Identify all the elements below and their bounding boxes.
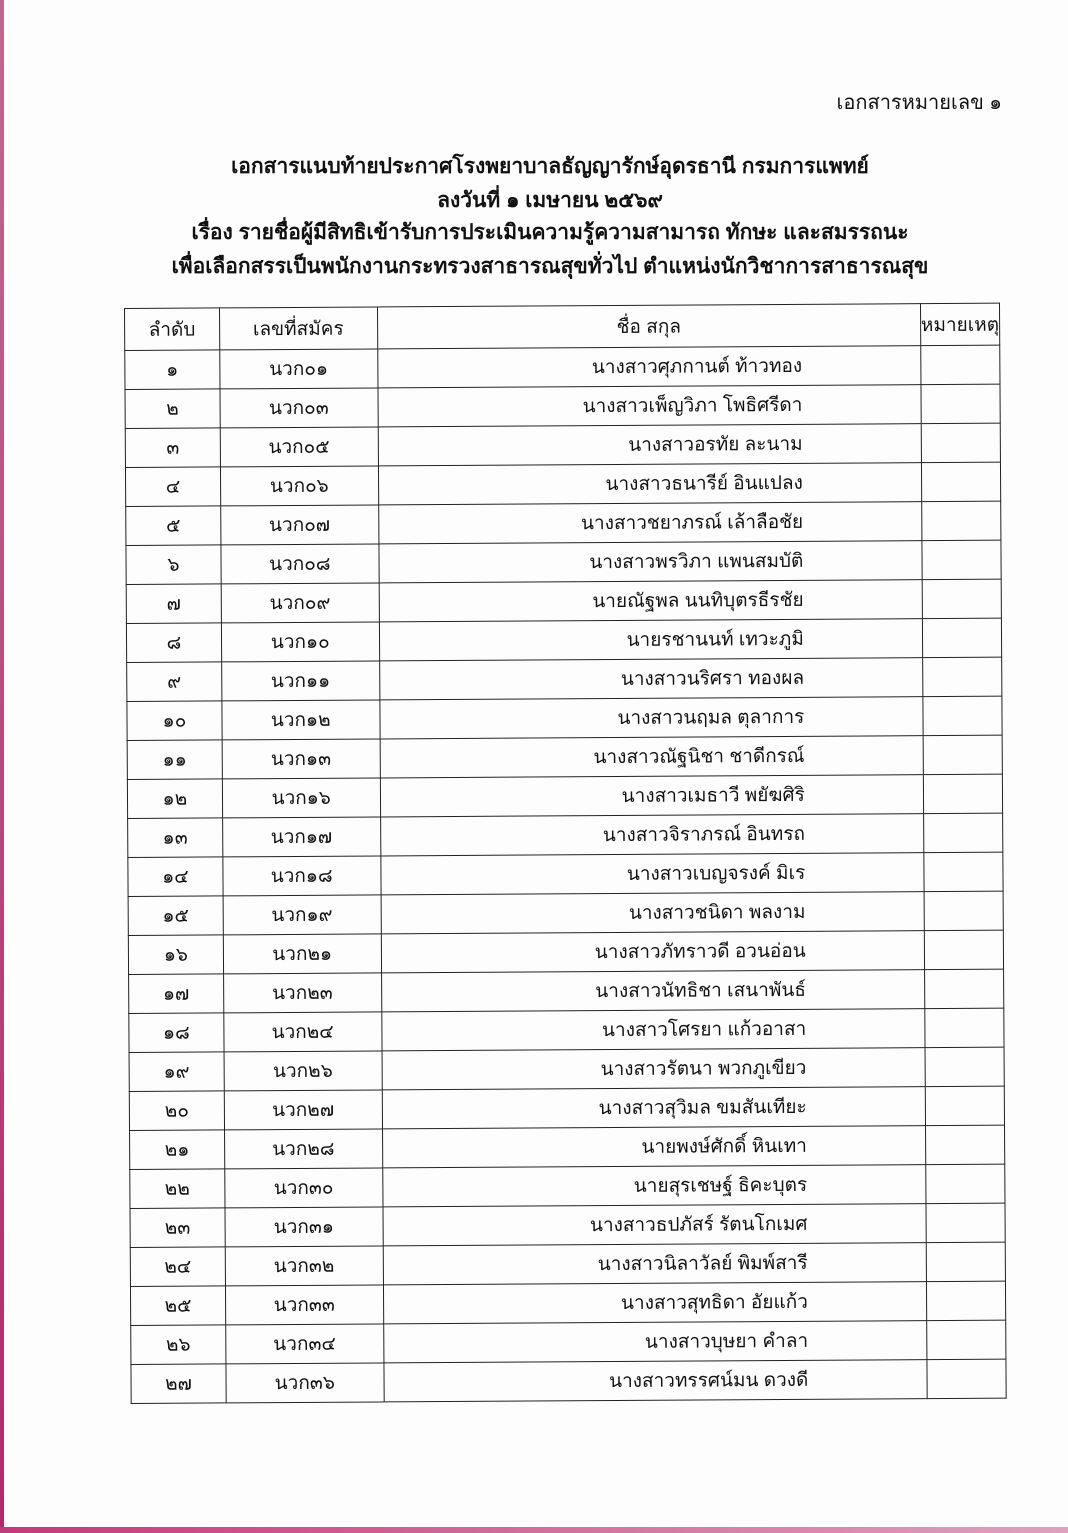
- cell-application-no: นวก๑๑: [222, 661, 380, 701]
- cell-remark: [926, 1320, 1005, 1359]
- cell-application-no: นวก๒๓: [223, 973, 381, 1013]
- cell-application-no: นวก๐๗: [221, 505, 379, 545]
- cell-order: ๒๓: [130, 1208, 225, 1248]
- table-row: [130, 1125, 1005, 1169]
- table-row: [127, 774, 1002, 818]
- cell-order: ๒๑: [130, 1130, 225, 1170]
- cell-application-no: นวก๐๘: [221, 544, 379, 584]
- cell-name: นายพงษ์ศักดิ์ หินเทา: [382, 1126, 925, 1168]
- cell-name: นายรชานนท์ เทวะภูมิ: [379, 619, 922, 661]
- cell-order: ๑: [125, 350, 220, 390]
- cell-application-no: นวก๐๑: [220, 349, 378, 389]
- table-row: [125, 423, 1000, 467]
- table-row: [125, 345, 1000, 389]
- cell-order: ๑๔: [128, 857, 223, 897]
- cell-order: ๖: [126, 545, 221, 585]
- cell-remark: [924, 852, 1003, 891]
- table-row: [130, 1281, 1005, 1325]
- cell-name: นางสาวนริศรา ทองผล: [379, 658, 922, 700]
- cell-application-no: นวก๓๐: [225, 1168, 383, 1208]
- table-row: [131, 1359, 1006, 1403]
- cell-order: ๒: [125, 389, 220, 429]
- table-row: [129, 969, 1004, 1013]
- table-row: [128, 852, 1003, 896]
- cell-order: ๒๖: [131, 1325, 226, 1365]
- table-row: [127, 696, 1002, 740]
- cell-name: นางสาวสุวิมล ขมสันเทียะ: [382, 1087, 925, 1129]
- cell-application-no: นวก๓๒: [225, 1246, 383, 1286]
- cell-order: ๑๖: [128, 935, 223, 975]
- table-row: [126, 540, 1001, 584]
- cell-name: นางสาวเมธาวี พยัฆศิริ: [380, 775, 923, 817]
- candidate-table: [124, 303, 1007, 1404]
- header-name: ชื่อ สกุล: [377, 304, 920, 349]
- cell-application-no: นวก๒๘: [224, 1129, 382, 1169]
- table-row: [125, 384, 1000, 428]
- cell-remark: [926, 1164, 1005, 1203]
- cell-order: ๒๐: [129, 1091, 224, 1131]
- cell-application-no: นวก๒๑: [223, 934, 381, 974]
- cell-name: นางสาวพรวิภา แพนสมบัติ: [378, 541, 921, 583]
- cell-order: ๒๔: [130, 1247, 225, 1287]
- header-remark: หมายเหตุ: [920, 303, 999, 345]
- cell-remark: [927, 1359, 1006, 1398]
- document-number: เอกสารหมายเลข ๑: [836, 92, 1002, 114]
- table-row: [129, 1086, 1004, 1130]
- cell-name: นางสาวชนิดา พลงาม: [381, 892, 924, 934]
- cell-application-no: นวก๑๘: [223, 856, 381, 896]
- cell-name: นางสาวศุภกานต์ ท้าวทอง: [377, 346, 920, 388]
- cell-application-no: นวก๓๓: [225, 1285, 383, 1325]
- cell-name: นายณัฐพล นนทิบุตรธีรชัย: [379, 580, 922, 622]
- cell-application-no: นวก๐๖: [220, 466, 378, 506]
- header-order: ลำดับ: [125, 308, 220, 351]
- cell-application-no: นวก๑๖: [222, 778, 380, 818]
- title-date: ลงวันที่ ๑ เมษายน ๒๕๖๙: [437, 189, 663, 212]
- cell-remark: [922, 579, 1001, 618]
- cell-application-no: นวก๑๗: [222, 817, 380, 857]
- cell-order: ๘: [126, 623, 221, 663]
- cell-remark: [924, 891, 1003, 930]
- cell-order: ๑๗: [129, 974, 224, 1014]
- cell-remark: [924, 930, 1003, 969]
- cell-remark: [922, 657, 1001, 696]
- cell-name: นางสาวนิลาวัลย์ พิมพ์สารี: [383, 1243, 926, 1285]
- cell-name: นางสาวโศรยา แก้วอาสา: [381, 1009, 924, 1051]
- table-row: [129, 1047, 1004, 1091]
- cell-remark: [921, 462, 1000, 501]
- cell-remark: [926, 1281, 1005, 1320]
- cell-application-no: นวก๒๔: [224, 1012, 382, 1052]
- table-row: [128, 813, 1003, 857]
- cell-name: นางสาวภัทราวดี อวนอ่อน: [381, 931, 924, 973]
- cell-name: นางสาวนฤมล ตุลาการ: [379, 697, 922, 739]
- cell-name: นางสาวธปภัสร์ รัตนโกเมศ: [383, 1204, 926, 1246]
- cell-remark: [924, 969, 1003, 1008]
- cell-order: ๑๓: [128, 818, 223, 858]
- cell-remark: [922, 618, 1001, 657]
- cell-application-no: นวก๒๖: [224, 1051, 382, 1091]
- header-application-no: เลขที่สมัคร: [219, 307, 377, 350]
- cell-application-no: นวก๐๓: [220, 388, 378, 428]
- cell-application-no: นวก๑๐: [221, 622, 379, 662]
- cell-remark: [925, 1047, 1004, 1086]
- cell-name: นางสาวอรทัย ละนาม: [378, 424, 921, 466]
- cell-name: นางสาวธนารีย์ อินแปลง: [378, 463, 921, 505]
- table-row: [126, 579, 1001, 623]
- cell-remark: [921, 423, 1000, 462]
- cell-order: ๑๐: [127, 701, 222, 741]
- cell-name: นางสาวเพ็ญวิภา โพธิศรีดา: [378, 385, 921, 427]
- cell-name: นางสาวสุทธิดา อัยแก้ว: [383, 1282, 926, 1324]
- cell-remark: [922, 540, 1001, 579]
- table-row: [127, 735, 1002, 779]
- table-row: [129, 1008, 1004, 1052]
- cell-remark: [921, 345, 1000, 384]
- table-header-row: [125, 303, 1000, 350]
- table-row: [126, 618, 1001, 662]
- cell-name: นางสาวชยาภรณ์ เล้าลือชัย: [378, 502, 921, 544]
- cell-name: นางสาวเบญจรงค์ มิเร: [380, 853, 923, 895]
- page-edge-bottom: [0, 1527, 1068, 1533]
- table-row: [126, 501, 1001, 545]
- table-row: [131, 1320, 1006, 1364]
- title-position: เพื่อเลือกสรรเป็นพนักงานกระทรวงสาธารณสุขทั่วไป ตำแหน่งนักวิชาการสาธารณสุข: [171, 255, 929, 278]
- cell-order: ๔: [125, 467, 220, 507]
- cell-order: ๒๗: [131, 1364, 226, 1404]
- cell-name: นางสาวจิราภรณ์ อินทรถ: [380, 814, 923, 856]
- table-row: [130, 1242, 1005, 1286]
- cell-name: นายสุรเชษฐ์ ธิคะบุตร: [382, 1165, 925, 1207]
- cell-remark: [921, 501, 1000, 540]
- cell-order: ๓: [125, 428, 220, 468]
- cell-order: ๒๕: [130, 1286, 225, 1326]
- cell-order: ๑๒: [127, 779, 222, 819]
- cell-name: นางสาวณัฐนิชา ชาดีกรณ์: [380, 736, 923, 778]
- cell-remark: [923, 813, 1002, 852]
- cell-remark: [925, 1008, 1004, 1047]
- cell-order: ๙: [127, 662, 222, 702]
- cell-order: ๑๕: [128, 896, 223, 936]
- table-row: [130, 1203, 1005, 1247]
- table-row: [130, 1164, 1005, 1208]
- cell-application-no: นวก๑๒: [222, 700, 380, 740]
- cell-remark: [923, 696, 1002, 735]
- table-row: [127, 657, 1002, 701]
- cell-application-no: นวก๑๙: [223, 895, 381, 935]
- cell-remark: [926, 1242, 1005, 1281]
- cell-name: นางสาวนัทธิชา เสนาพันธ์: [381, 970, 924, 1012]
- cell-application-no: นวก๒๗: [224, 1090, 382, 1130]
- cell-application-no: นวก๑๓: [222, 739, 380, 779]
- cell-application-no: นวก๓๑: [225, 1207, 383, 1247]
- cell-application-no: นวก๐๕: [220, 427, 378, 467]
- cell-remark: [923, 735, 1002, 774]
- cell-application-no: นวก๓๖: [226, 1363, 384, 1403]
- title-line-1: เอกสารแนบท้ายประกาศโรงพยาบาลธัญญารักษ์อุดรธานี กรมการแพทย์: [231, 155, 869, 178]
- cell-remark: [926, 1203, 1005, 1242]
- cell-remark: [925, 1125, 1004, 1164]
- cell-remark: [921, 384, 1000, 423]
- cell-name: นางสาวรัตนา พวกภูเขียว: [382, 1048, 925, 1090]
- cell-order: ๑๘: [129, 1013, 224, 1053]
- cell-name: นางสาวบุษยา คำลา: [383, 1321, 926, 1363]
- cell-order: ๗: [126, 584, 221, 624]
- cell-remark: [923, 774, 1002, 813]
- table-row: [128, 891, 1003, 935]
- cell-order: ๕: [126, 506, 221, 546]
- cell-remark: [925, 1086, 1004, 1125]
- cell-name: นางสาวทรรศน์มน ดวงดี: [383, 1360, 926, 1402]
- cell-order: ๑๙: [129, 1052, 224, 1092]
- cell-order: ๒๒: [130, 1169, 225, 1209]
- cell-application-no: นวก๐๙: [221, 583, 379, 623]
- title-subject: เรื่อง รายชื่อผู้มีสิทธิเข้ารับการประเมินความรู้ความสามารถ ทักษะ และสมรรถนะ: [191, 221, 909, 244]
- table-row: [128, 930, 1003, 974]
- cell-application-no: นวก๓๔: [226, 1324, 384, 1364]
- cell-order: ๑๑: [127, 740, 222, 780]
- table-row: [125, 462, 1000, 506]
